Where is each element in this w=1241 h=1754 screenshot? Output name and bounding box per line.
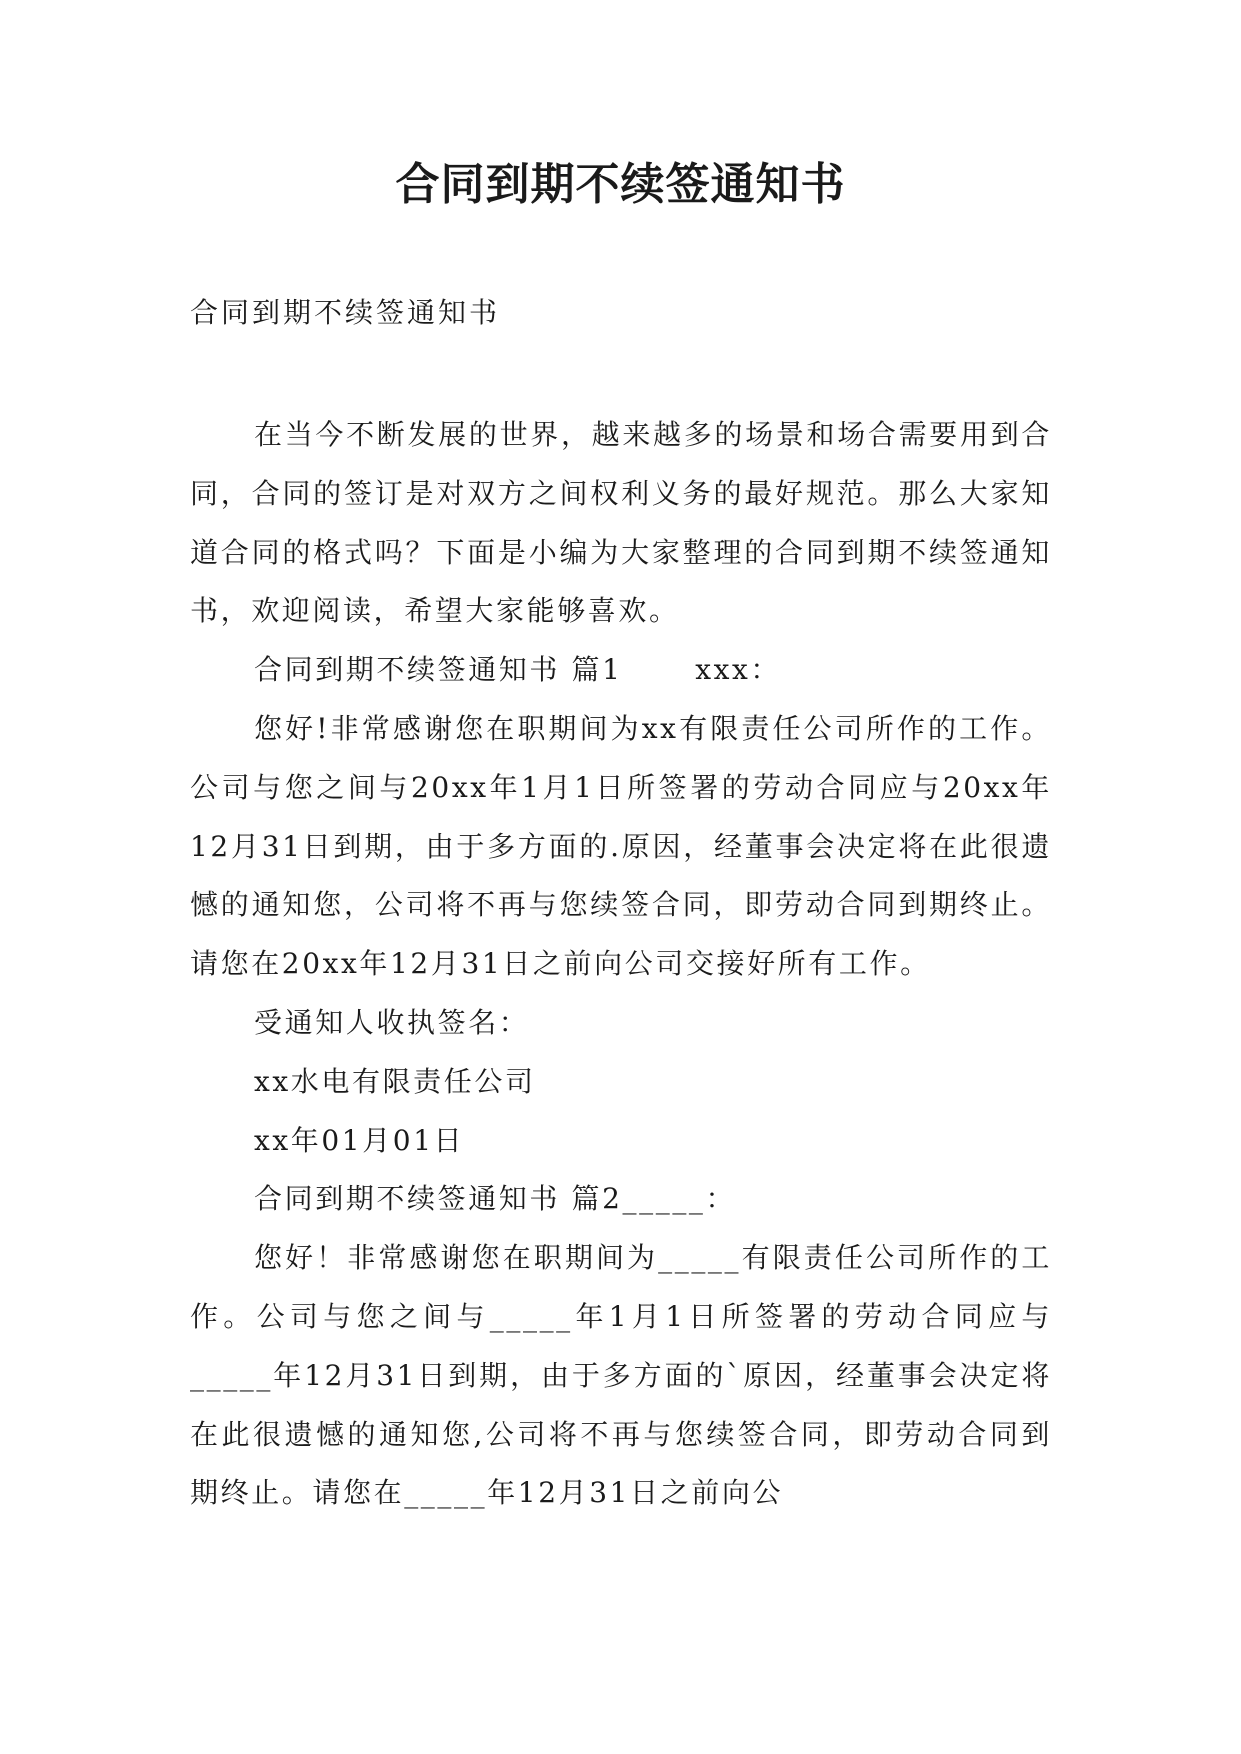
section-1-heading: 合同到期不续签通知书 篇1 xxx： [254,653,781,687]
company-name: xx水电有限责任公司 [254,1064,536,1098]
section-2-heading: 合同到期不续签通知书 篇2_____： [254,1182,737,1216]
date-line: xx年01月01日 [254,1123,465,1157]
document-title: 合同到期不续签通知书 [395,159,846,210]
document-body [190,406,1052,1523]
signature-line: 受通知人收执签名： [254,1005,530,1039]
section-1-paragraph: 您好!非常感谢您在职期间为xx有限责任公司所作的工作。公司与您之间与20xx年1月1日所签署的劳动合同应与20xx年12月31日到期，由于多方面的.原因，经董事会决定将在此很遗憾的通知您，公司将不再与您续签合同，即劳动合同到期终止。请您在20xx年12月31日之前向公司交接好所有工作。 [190,711,1052,981]
intro-paragraph: 在当今不断发展的世界，越来越多的场景和场合需要用到合同，合同的签订是对双方之间权利义务的最好规范。那么大家知道合同的格式吗？下面是小编为大家整理的合同到期不续签通知书，欢迎阅读，希望大家能够喜欢。 [190,418,1052,628]
section-2-paragraph: 您好！非常感谢您在职期间为_____有限责任公司所作的工作。公司与您之间与_____年1月1日所签署的劳动合同应与_____年12月31日到期，由于多方面的`原因，经董事会决定将在此很遗憾的通知您,公司将不再与您续签合同，即劳动合同到期终止。请您在_____年12月31日之前向公 [190,1241,1052,1510]
document-subtitle: 合同到期不续签通知书 [190,296,501,329]
